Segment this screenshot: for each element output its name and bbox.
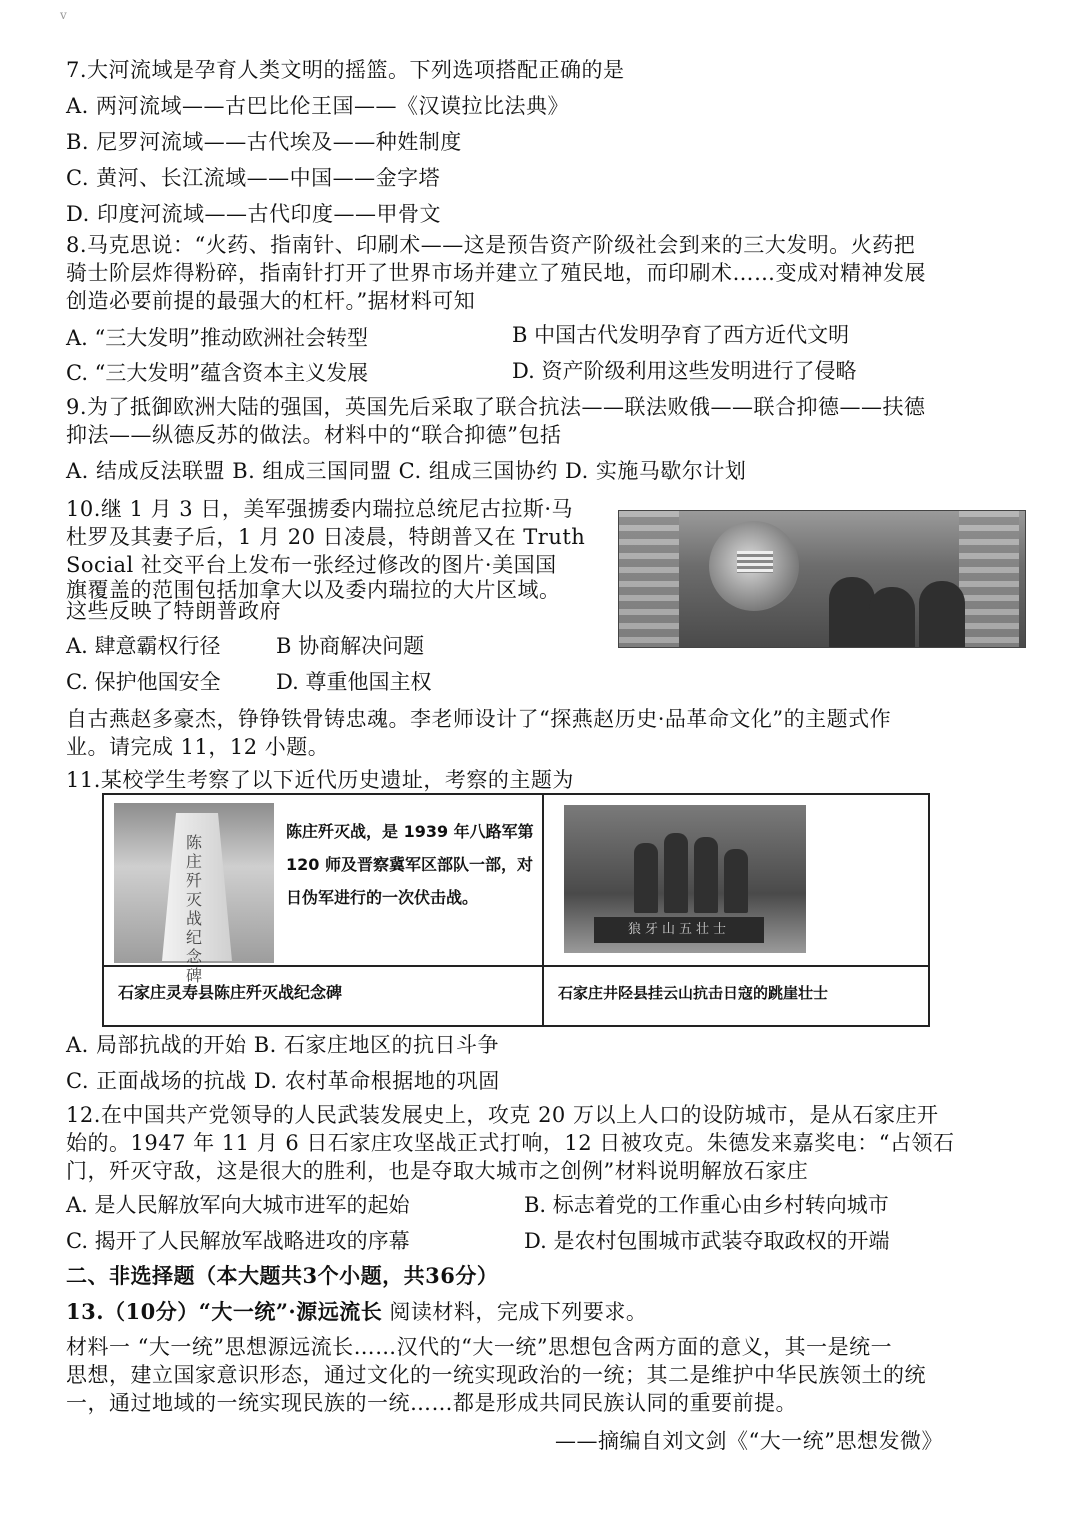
q10-option-b[interactable]: B 协商解决问题 <box>276 634 425 658</box>
us-flag-graphic <box>737 551 773 573</box>
person-silhouette <box>919 581 965 647</box>
q12-stem-line-3: 门，歼灭守敌，这是很大的胜利，也是夺取大城市之创例”材料说明解放石家庄 <box>66 1159 809 1183</box>
q10-stem-line-3: Social 社交平台上发布一张经过修改的图片·美国国 <box>66 553 557 577</box>
meeting-photo <box>618 510 1026 648</box>
q9-stem-line-1: 9.为了抵御欧洲大陆的强国，英国先后采取了联合抗法——联法败俄——联合抑德——扶德 <box>66 395 926 419</box>
statue-figure <box>724 849 748 913</box>
q7-option-d[interactable]: D. 印度河流域——古代印度——甲骨文 <box>66 202 441 226</box>
q10-stem-line-2: 杜罗及其妻子后，1 月 20 日凌晨，特朗普又在 Truth <box>66 525 586 549</box>
statue-figure <box>664 833 688 913</box>
bookshelf-graphic <box>619 511 679 647</box>
q8-option-a[interactable]: A. “三大发明”推动欧洲社会转型 <box>66 326 368 350</box>
caption-left: 石家庄灵寿县陈庄歼灭战纪念碑 <box>118 983 343 1002</box>
q12-option-c[interactable]: C. 揭开了人民解放军战略进攻的序幕 <box>66 1229 410 1253</box>
q11-options-row-2[interactable]: C. 正面战场的抗战 D. 农村革命根据地的巩固 <box>66 1069 500 1093</box>
q10-stem-line-1: 10.继 1 月 3 日，美军强掳委内瑞拉总统尼古拉斯·马 <box>66 497 573 521</box>
q12-option-d[interactable]: D. 是农村包围城市武装夺取政权的开端 <box>524 1229 890 1253</box>
q13-instruction: 阅读材料，完成下列要求。 <box>382 1300 648 1324</box>
q10-option-c[interactable]: C. 保护他国安全 <box>66 670 221 694</box>
q10-stem-line-4: 旗覆盖的范围包括加拿大以及委内瑞拉的大片区域。 <box>66 578 561 602</box>
statue-figure <box>634 843 658 913</box>
q7-option-a[interactable]: A. 两河流域——古巴比伦王国——《汉谟拉比法典》 <box>66 94 570 118</box>
q8-option-c[interactable]: C. “三大发明”蕴含资本主义发展 <box>66 361 369 385</box>
statue-photo <box>564 805 806 953</box>
battle-description: 陈庄歼灭战，是 1939 年八路军第 120 师及晋察冀军区部队一部，对日伪军进行的一次伏击战。 <box>286 822 534 907</box>
q12-option-a[interactable]: A. 是人民解放军向大城市进军的起始 <box>66 1193 410 1217</box>
q8-option-d[interactable]: D. 资产阶级利用这些发明进行了侵略 <box>512 359 857 383</box>
q8-stem-line-3: 创造必要前提的最强大的杠杆。”据材料可知 <box>66 289 476 313</box>
q12-stem-line-2: 始的。1947 年 11 月 6 日石家庄攻坚战正式打响，12 日被攻克。朱德发来嘉奖电：“占领石 <box>66 1131 955 1155</box>
intro-line-1: 自古燕赵多豪杰，铮铮铁骨铸忠魂。李老师设计了“探燕赵历史·品革命文化”的主题式作 <box>66 707 892 731</box>
bookshelf-graphic <box>959 511 1019 647</box>
q12-stem-line-1: 12.在中国共产党领导的人民武装发展史上，攻克 20 万以上人口的设防城市，是从石家庄开 <box>66 1103 939 1127</box>
q11-options-row-1[interactable]: A. 局部抗战的开始 B. 石家庄地区的抗日斗争 <box>66 1033 499 1057</box>
q13-material-line-2: 思想，建立国家意识形态，通过文化的一统实现政治的一统；其二是维护中华民族领土的统 <box>66 1363 926 1387</box>
q10-option-d[interactable]: D. 尊重他国主权 <box>276 670 432 694</box>
person-silhouette <box>869 587 915 647</box>
q7-option-c[interactable]: C. 黄河、长江流域——中国——金字塔 <box>66 166 441 190</box>
q13-title: 13.（10分）“大一统”·源远流长 <box>66 1299 383 1324</box>
caption-right: 石家庄井陉县挂云山抗击日寇的跳崖壮士 <box>558 984 829 1002</box>
section-2-heading: 二、非选择题（本大题共3个小题，共36分） <box>66 1263 499 1288</box>
q13-material-line-1: 材料一 “大一统”思想源远流长……汉代的“大一统”思想包含两方面的意义，其一是统一 <box>66 1335 893 1359</box>
statue-plaque: 狼牙山五壮士 <box>594 917 764 943</box>
q10-stem-line-5: 这些反映了特朗普政府 <box>66 599 281 623</box>
intro-line-2: 业。请完成 11，12 小题。 <box>66 735 330 759</box>
q7-stem: 7.大河流域是孕育人类文明的摇篮。下列选项搭配正确的是 <box>66 58 625 82</box>
q13-material-line-3: 一，通过地域的一统实现民族的一统……都是形成共同民族认同的重要前提。 <box>66 1391 797 1415</box>
q8-option-b[interactable]: B 中国古代发明孕育了西方近代文明 <box>512 323 850 347</box>
q7-option-b[interactable]: B. 尼罗河流域——古代埃及——种姓制度 <box>66 130 462 154</box>
q12-option-b[interactable]: B. 标志着党的工作重心由乡村转向城市 <box>524 1193 889 1217</box>
q13-source: ——摘编自刘文剑《“大一统”思想发微》 <box>555 1429 943 1453</box>
historic-sites-table <box>102 793 930 1027</box>
q10-option-a[interactable]: A. 肆意霸权行径 <box>66 634 221 658</box>
q9-options[interactable]: A. 结成反法联盟 B. 组成三国同盟 C. 组成三国协约 D. 实施马歇尔计划 <box>66 459 747 483</box>
monument-inscription: 陈庄歼灭战纪念碑 <box>186 833 203 985</box>
statue-figure <box>694 837 718 913</box>
monument-photo <box>114 803 274 985</box>
q8-stem-line-1: 8.马克思说：“火药、指南针、印刷术——这是预告资产阶级社会到来的三大发明。火药把 <box>66 233 916 257</box>
q11-stem: 11.某校学生考察了以下近代历史遗址，考察的主题为 <box>66 768 574 792</box>
corner-mark: v <box>60 8 67 22</box>
q8-stem-line-2: 骑士阶层炸得粉碎，指南针打开了世界市场并建立了殖民地，而印刷术……变成对精神发展 <box>66 261 926 285</box>
q9-stem-line-2: 抑法——纵德反苏的做法。材料中的“联合抑德”包括 <box>66 423 562 447</box>
